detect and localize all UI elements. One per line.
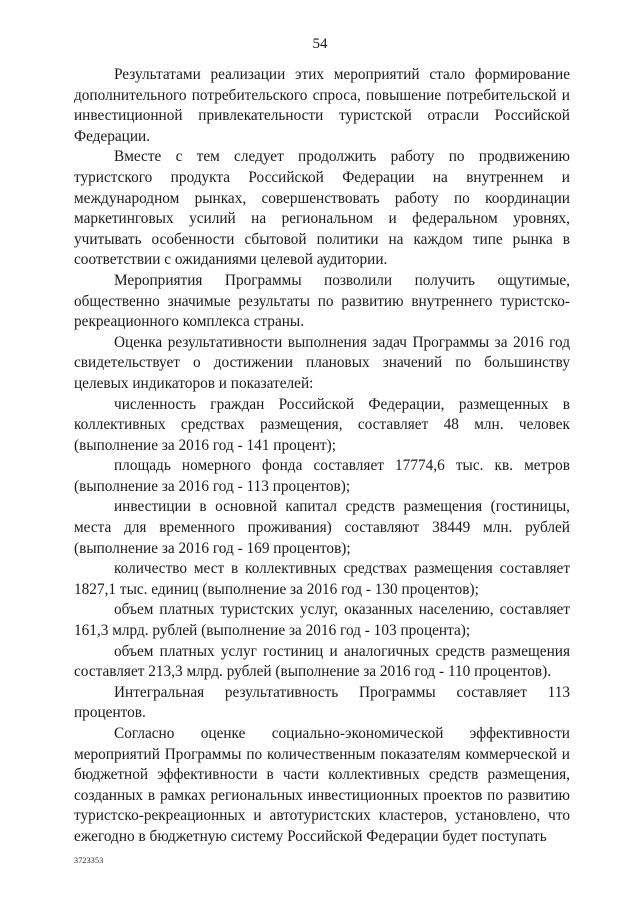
paragraph-efficiency: Согласно оценке социально-экономической эффективности мероприятий Программы по количественным показателям коммерческой и бюджетной эффективности в части коллективных средств размещения, созданных в рамках региональных инвестиционных проектов по развитию туристско-рекреационных и автотуристских кластеров, установлено, что ежегодно в бюджетную систему Российской Федерации будет поступать bbox=[74, 725, 570, 845]
indicator-citizens-count: численность граждан Российской Федерации, размещенных в коллективных средствах размещения, составляет 48 млн. человек (выполнение за 2016 год - 141 процент); bbox=[74, 395, 570, 454]
indicator-room-area: площадь номерного фонда составляет 17774,6 тыс. кв. метров (выполнение за 2016 год - 113 процентов); bbox=[74, 457, 570, 495]
indicator-tourist-services: объем платных туристских услуг, оказанных населению, составляет 161,3 млрд. рублей (выполнение за 2016 год - 103 процента); bbox=[74, 601, 570, 640]
indicator-investments: инвестиции в основной капитал средств размещения (гостиницы, места для временного проживания) составляют 38449 млн. рублей (выполнение за 2016 год - 169 процентов); bbox=[74, 498, 570, 557]
page-number: 54 bbox=[312, 36, 328, 52]
paragraph-results: Результатами реализации этих мероприятий стало формирование дополнительного потребительского спроса, повышение потребительской и инвестиционной привлекательности туристской отрасли Российской Федерации. bbox=[74, 66, 570, 145]
document-code: 3723353 bbox=[74, 856, 104, 865]
paragraph-program-results: Мероприятия Программы позволили получить ощутимые, общественно значимые результаты по развитию внутреннего туристско-рекреационного комплекса страны. bbox=[74, 271, 570, 331]
paragraph-continue-work: Вместе с тем следует продолжить работу по продвижению туристского продукта Российской Федерации на внутреннем и международном рынках, совершенствовать работу по координации маркетинговых усилий на региональном и федеральном уровнях, учитывать особенности сбытовой политики на каждом типе рынка в соответствии с ожиданиями целевой аудитории. bbox=[74, 148, 570, 269]
indicator-places-count: количество мест в коллективных средствах размещения составляет 1827,1 тыс. единиц (выполнение за 2016 год - 130 процентов); bbox=[74, 560, 570, 598]
paragraph-assessment: Оценка результативности выполнения задач Программы за 2016 год свидетельствует о достижении плановых значений по большинству целевых индикаторов и показателей: bbox=[74, 333, 570, 392]
document-body bbox=[74, 65, 570, 848]
indicator-hotel-services: объем платных услуг гостиниц и аналогичных средств размещения составляет 213,3 млрд. рублей (выполнение за 2016 год - 110 процентов). bbox=[74, 642, 570, 681]
paragraph-integral-result: Интегральная результативность Программы составляет 113 процентов. bbox=[74, 683, 570, 722]
